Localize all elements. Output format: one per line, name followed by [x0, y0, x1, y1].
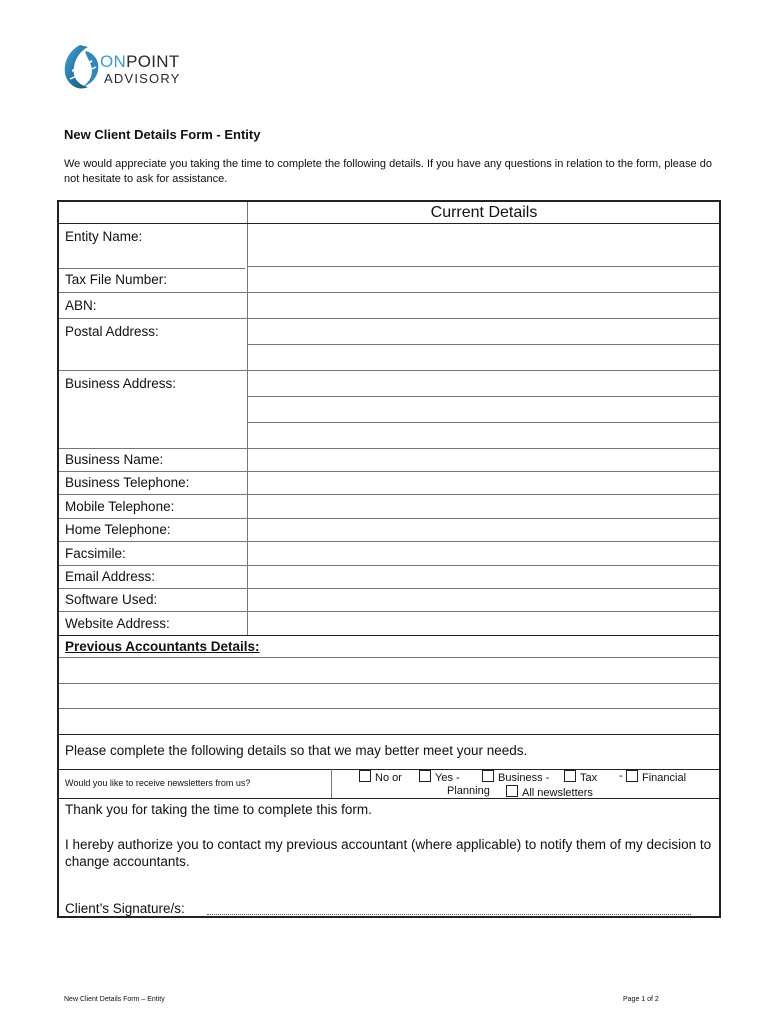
newsletter-option-tax[interactable]: Tax — [564, 770, 597, 784]
business-checkbox[interactable] — [482, 770, 494, 782]
logo-subtitle: ADVISORY — [104, 71, 181, 86]
client-details-form — [57, 200, 721, 918]
thanks-text: Thank you for taking the time to complete this form. — [65, 802, 372, 817]
business-telephone-field[interactable] — [248, 472, 719, 494]
business-address-field[interactable] — [248, 371, 719, 448]
authorization-text: I hereby authorize you to contact my previous accountant (where applicable) to notify them of my decision to change accountants. — [65, 837, 712, 869]
entity-name-field[interactable] — [248, 224, 719, 266]
home-telephone-label: Home Telephone: — [65, 522, 171, 537]
newsletter-dash: - — [619, 770, 623, 782]
logo-wordmark: ONPOINT — [100, 52, 180, 71]
intro-text: We would appreciate you taking the time to complete the following details. If you have any questions in relation to the form, please do not hesitate to ask for assistance. — [64, 158, 712, 185]
newsletter-option-yes[interactable]: Yes - — [419, 770, 460, 784]
footer-page-number: Page 1 of 2 — [623, 996, 659, 1003]
mobile-telephone-label: Mobile Telephone: — [65, 499, 175, 514]
abn-label: ABN: — [65, 298, 97, 313]
postal-address-label: Postal Address: — [65, 324, 159, 339]
software-used-field[interactable] — [248, 589, 719, 611]
mobile-telephone-field[interactable] — [248, 495, 719, 518]
signature-label: Client’s Signature/s: — [65, 901, 185, 916]
page-title: New Client Details Form - Entity — [64, 127, 261, 142]
tax-file-number-label: Tax File Number: — [65, 272, 168, 287]
financial-checkbox[interactable] — [626, 770, 638, 782]
facsimile-field[interactable] — [248, 542, 719, 565]
postal-address-field[interactable] — [248, 319, 719, 370]
software-used-label: Software Used: — [65, 592, 158, 607]
no-checkbox[interactable] — [359, 770, 371, 782]
newsletter-option-business[interactable]: Business - — [482, 770, 549, 784]
business-name-label: Business Name: — [65, 452, 164, 467]
newsletter-option-no[interactable]: No or — [359, 770, 402, 784]
previous-accountants-heading: Previous Accountants Details: — [65, 639, 260, 654]
newsletter-option-financial[interactable]: Financial — [626, 770, 686, 784]
business-name-field[interactable] — [248, 449, 719, 471]
footer-form-name: New Client Details Form – Entity — [64, 996, 165, 1003]
newsletter-option-all[interactable]: All newsletters — [506, 785, 593, 799]
tax-file-number-field[interactable] — [248, 269, 719, 292]
facsimile-label: Facsimile: — [65, 546, 126, 561]
abn-field[interactable] — [248, 293, 719, 318]
business-address-label: Business Address: — [65, 376, 177, 391]
yes-checkbox[interactable] — [419, 770, 431, 782]
home-telephone-field[interactable] — [248, 519, 719, 541]
business-telephone-label: Business Telephone: — [65, 475, 190, 490]
needs-text: Please complete the following details so that we may better meet your needs. — [65, 743, 528, 758]
previous-accountants-field[interactable] — [59, 658, 719, 734]
tax-checkbox[interactable] — [564, 770, 576, 782]
signature-line[interactable] — [207, 914, 691, 915]
current-details-header: Current Details — [430, 204, 538, 221]
newsletter-question: Would you like to receive newsletters from us? — [65, 778, 251, 788]
entity-name-label: Entity Name: — [65, 229, 143, 244]
newsletter-planning: Planning — [447, 785, 490, 797]
email-address-label: Email Address: — [65, 569, 156, 584]
website-address-label: Website Address: — [65, 616, 170, 631]
website-address-field[interactable] — [248, 612, 719, 635]
email-address-field[interactable] — [248, 566, 719, 588]
all-newsletters-checkbox[interactable] — [506, 785, 518, 797]
